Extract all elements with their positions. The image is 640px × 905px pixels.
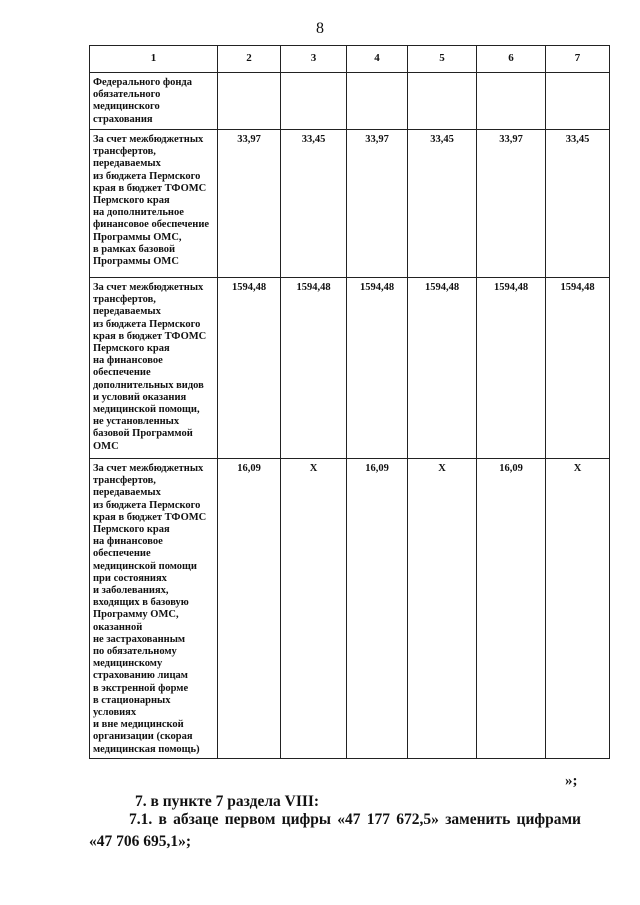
value-cell <box>408 73 477 130</box>
row-label-line: и вне медицинской <box>93 719 184 731</box>
column-header: 5 <box>408 46 477 73</box>
value-cell: 33,97 <box>477 130 546 278</box>
value-cell: 1594,48 <box>281 278 347 459</box>
value-cell: 1594,48 <box>477 278 546 459</box>
row-label-line: Федерального фонда <box>93 77 192 88</box>
row-label-line: на дополнительное <box>93 207 184 219</box>
row-label-line: не установленных <box>93 416 180 428</box>
row-label-line: трансфертов, <box>93 294 156 306</box>
value-cell: 33,45 <box>281 130 347 278</box>
table-row <box>90 73 610 130</box>
row-label-line: ОМС <box>93 440 119 452</box>
row-label-line: медицинской помощи, <box>93 404 200 416</box>
row-label-line: Программы ОМС <box>93 256 179 268</box>
row-label-line: базовой Программой <box>93 428 193 440</box>
row-label-line: Пермского края <box>93 524 170 536</box>
value-cell: 33,97 <box>347 130 408 278</box>
row-label-line: в рамках базовой <box>93 243 176 255</box>
table-row <box>90 130 610 278</box>
paragraph-7-1: 7.1. в абзаце первом цифры «47 177 672,5» заменить цифрами «47 706 695,1»; <box>89 811 581 850</box>
value-cell <box>281 73 347 130</box>
row-label-line: обеспечение <box>93 367 151 379</box>
column-header: 7 <box>546 46 610 73</box>
column-header: 6 <box>477 46 546 73</box>
value-cell: 16,09 <box>477 459 546 759</box>
value-cell: 16,09 <box>347 459 408 759</box>
row-label-line: медицинская помощь) <box>93 743 200 755</box>
row-label-line: медицинского <box>93 101 160 113</box>
row-label-line: медицинскому <box>93 658 163 670</box>
row-label-line: передаваемых <box>93 487 161 499</box>
row-label-line: передаваемых <box>93 158 161 170</box>
value-cell: 1594,48 <box>347 278 408 459</box>
value-cell: 33,45 <box>546 130 610 278</box>
row-label <box>90 459 218 759</box>
row-label-line: Пермского края <box>93 195 170 207</box>
value-cell: Х <box>408 459 477 759</box>
row-label-line: За счет межбюджетных <box>93 463 204 474</box>
row-label-line: организации (скорая <box>93 731 193 743</box>
value-cell <box>546 73 610 130</box>
row-label-line: трансфертов, <box>93 475 156 487</box>
row-label <box>90 73 218 130</box>
row-label-line: при состояниях <box>93 572 167 584</box>
value-cell: 1594,48 <box>546 278 610 459</box>
table-row <box>90 278 610 459</box>
row-label-line: из бюджета Пермского <box>93 318 201 330</box>
row-label-line: обязательного <box>93 89 161 101</box>
row-label-line: входящих в базовую <box>93 597 189 609</box>
value-cell: 1594,48 <box>408 278 477 459</box>
table-row <box>90 459 610 759</box>
row-label-line: оказанной <box>93 621 143 633</box>
row-label-line: в стационарных условиях <box>93 694 171 719</box>
value-cell: Х <box>546 459 610 759</box>
row-label-line: За счет межбюджетных <box>93 134 204 145</box>
row-label-line: трансфертов, <box>93 146 156 158</box>
row-label-line: дополнительных видов <box>93 379 204 391</box>
row-label-line: края в бюджет ТФОМС <box>93 182 207 194</box>
table-header-row <box>90 46 610 73</box>
row-label-line: передаваемых <box>93 306 161 318</box>
financing-table <box>89 45 610 759</box>
row-label-line: и условий оказания <box>93 391 187 403</box>
row-label-line: края в бюджет ТФОМС <box>93 330 207 342</box>
value-cell <box>218 73 281 130</box>
paragraph-7: 7. в пункте 7 раздела VIII: <box>135 793 320 810</box>
closing-quote: »; <box>565 773 578 789</box>
row-label-line: из бюджета Пермского <box>93 499 201 511</box>
row-label-line: За счет межбюджетных <box>93 282 204 293</box>
row-label-line: в экстренной форме <box>93 682 189 694</box>
row-label-line: по обязательному <box>93 646 177 658</box>
row-label <box>90 278 218 459</box>
column-header: 1 <box>90 46 218 73</box>
column-header: 4 <box>347 46 408 73</box>
column-header: 2 <box>218 46 281 73</box>
row-label-line: медицинской помощи <box>93 560 197 572</box>
row-label-line: на финансовое <box>93 355 163 367</box>
row-label-line: Программу ОМС, <box>93 609 179 621</box>
column-header: 3 <box>281 46 347 73</box>
row-label-line: не застрахованным <box>93 633 186 645</box>
row-label-line: из бюджета Пермского <box>93 170 201 182</box>
value-cell: 33,97 <box>218 130 281 278</box>
value-cell <box>347 73 408 130</box>
row-label-line: страхованию лицам <box>93 670 188 682</box>
value-cell: 1594,48 <box>218 278 281 459</box>
value-cell: Х <box>281 459 347 759</box>
row-label-line: края в бюджет ТФОМС <box>93 511 207 523</box>
value-cell: 16,09 <box>218 459 281 759</box>
page-number: 8 <box>316 20 324 37</box>
value-cell <box>477 73 546 130</box>
value-cell: 33,45 <box>408 130 477 278</box>
row-label-line: на финансовое <box>93 536 163 548</box>
row-label <box>90 130 218 278</box>
row-label-line: финансовое обеспечение <box>93 219 210 231</box>
row-label-line: страхования <box>93 113 153 125</box>
row-label-line: и заболеваниях, <box>93 585 169 597</box>
row-label-line: обеспечение <box>93 548 151 560</box>
row-label-line: Пермского края <box>93 343 170 355</box>
row-label-line: Программы ОМС, <box>93 231 182 243</box>
